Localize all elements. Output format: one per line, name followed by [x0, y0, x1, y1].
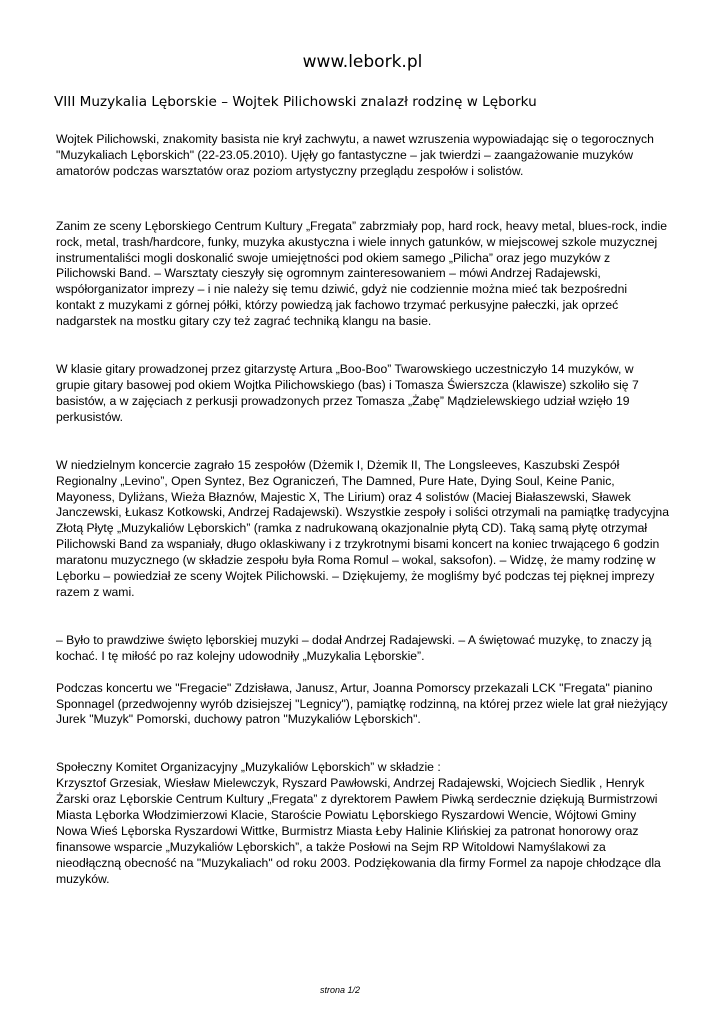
- article-title: VIII Muzykalia Lęborskie – Wojtek Pilichowski znalazł rodzinę w Lęborku: [54, 94, 537, 110]
- article-body: [56, 132, 676, 888]
- paragraph-piano: Podczas koncertu we "Fregacie" Zdzisława, Janusz, Artur, Joanna Pomorscy przekazali LCK "Fregata" pianino Sponnagel (przedwojenny wyrób dzisiejszej "Legnicy"), pamiątkę rodzinną, na której przez wiele lat grał nieżyjący Jurek "Muzyk" Pomorski, duchowy patron "Muzykaliów Lęborskich".: [56, 680, 668, 727]
- paragraph-classes: W klasie gitary prowadzonej przez gitarzystę Artura „Boo-Boo” Twarowskiego uczestniczyło 14 muzyków, w grupie gitary basowej pod okiem Wojtka Pilichowskiego (bas) i Tomasza Świerszcza (klawisze) szkoliło się 7 basistów, a w zajęciach z perkusji prowadzonych przez Tomasza „Żabę” Mądzielewskiego udział wzięło 19 perkusistów.: [56, 362, 639, 424]
- page-number: strona 1/2: [319, 985, 361, 995]
- paragraph-workshops: Zanim ze sceny Lęborskiego Centrum Kultury „Fregata” zabrzmiały pop, hard rock, heavy metal, blues-rock, indie rock, metal, trash/hardcore, funky, muzyka akustyczna i wiele innych gatunków, w miejscowej szkole muzycznej instrumentaliści mogli doskonalić swoje umiejętności pod okiem samego „Pilicha” oraz jego muzyków z Pilichowski Band. – Warsztaty cieszyły się ogromnym zainteresowaniem – mówi Andrzej Radajewski, współorganizator imprezy – i nie należy się temu dziwić, gdyż nie codziennie można mieć tak bezpośredni kontakt z muzykami z górnej półki, którzy powiedzą jak fachowo trzymać perkusyjne pałeczki, jak oprzeć nadgarstek na mostku gitary czy też zagrać techniką klangu na basie.: [56, 218, 667, 329]
- paragraph-concert: W niedzielnym koncercie zagrało 15 zespołów (Dżemik I, Dżemik II, The Longsleeves, Kaszubski Zespół Regionalny „Levino”, Open Syntez, Bez Ograniczeń, The Damned, Pure Hate, Dying Soul, Keine Panic, Mayoness, Dyliżans, Wieża Błaznów, Majestic X, The Lirium) oraz 4 solistów (Maciej Białaszewski, Sławek Janczewski, Łukasz Kotkowski, Andrzej Radajewski). Wszystkie zespoły i soliści otrzymali na pamiątkę tradycyjna Złotą Płytę „Muzykaliów Lęborskich” (ramka z nadrukowaną okazjonalnie płytą CD). Taką samą płytę otrzymał Pilichowski Band za wspaniały, długo oklaskiwany i z trzykrotnymi bisami koncert na koniec trwającego 6 godzin maratonu muzycznego (w składzie zespołu była Roma Romul – wokal, saksofon). – Widzę, że mamy rodzinę w Lęborku – powiedział ze sceny Wojtek Pilichowski. – Dziękujemy, że mogliśmy być podczas tej pięknej imprezy razem z wami.: [56, 457, 669, 599]
- site-header: www.lebork.pl: [302, 52, 423, 72]
- paragraph-intro: Wojtek Pilichowski, znakomity basista nie krył zachwytu, a nawet wzruszenia wypowiadając się o tegorocznych "Muzykaliach Lęborskich" (22-23.05.2010). Ujęły go fantastyczne – jak twierdzi – zaangażowanie muzyków amatorów podczas warsztatów oraz poziom artystyczny przeglądu zespołów i solistów.: [56, 132, 654, 178]
- paragraph-quote: – Było to prawdziwe święto lęborskiej muzyki – dodał Andrzej Radajewski. – A świętować muzykę, to znaczy ją kochać. I tę miłość po raz kolejny udowodniły „Muzykalia Lęborskie”.: [56, 632, 652, 663]
- paragraph-committee: Społeczny Komitet Organizacyjny „Muzykaliów Lęborskich” w składzie : Krzysztof Grzesiak, Wiesław Mielewczyk, Ryszard Pawłowski, Andrzej Radajewski, Wojciech Siedlik , Henryk Żarski oraz Lęborskie Centrum Kultury „Fregata” z dyrektorem Pawłem Piwką serdecznie dziękują Burmistrzowi Miasta Lęborka Włodzimierzowi Klacie, Staroście Powiatu Lęborskiego Ryszardowi Wencie, Wójtowi Gminy Nowa Wieś Lęborska Ryszardowi Wittke, Burmistrz Miasta Łeby Halinie Klińskiej za patronat honorowy oraz finansowe wsparcie „Muzykaliów Lęborskich”, a także Posłowi na Sejm RP Witoldowi Namyślakowi za nieodłączną obecność na "Muzykaliach" od roku 2003. Podziękowania dla firmy Formel za napoje chłodzące dla muzyków.: [56, 760, 661, 886]
